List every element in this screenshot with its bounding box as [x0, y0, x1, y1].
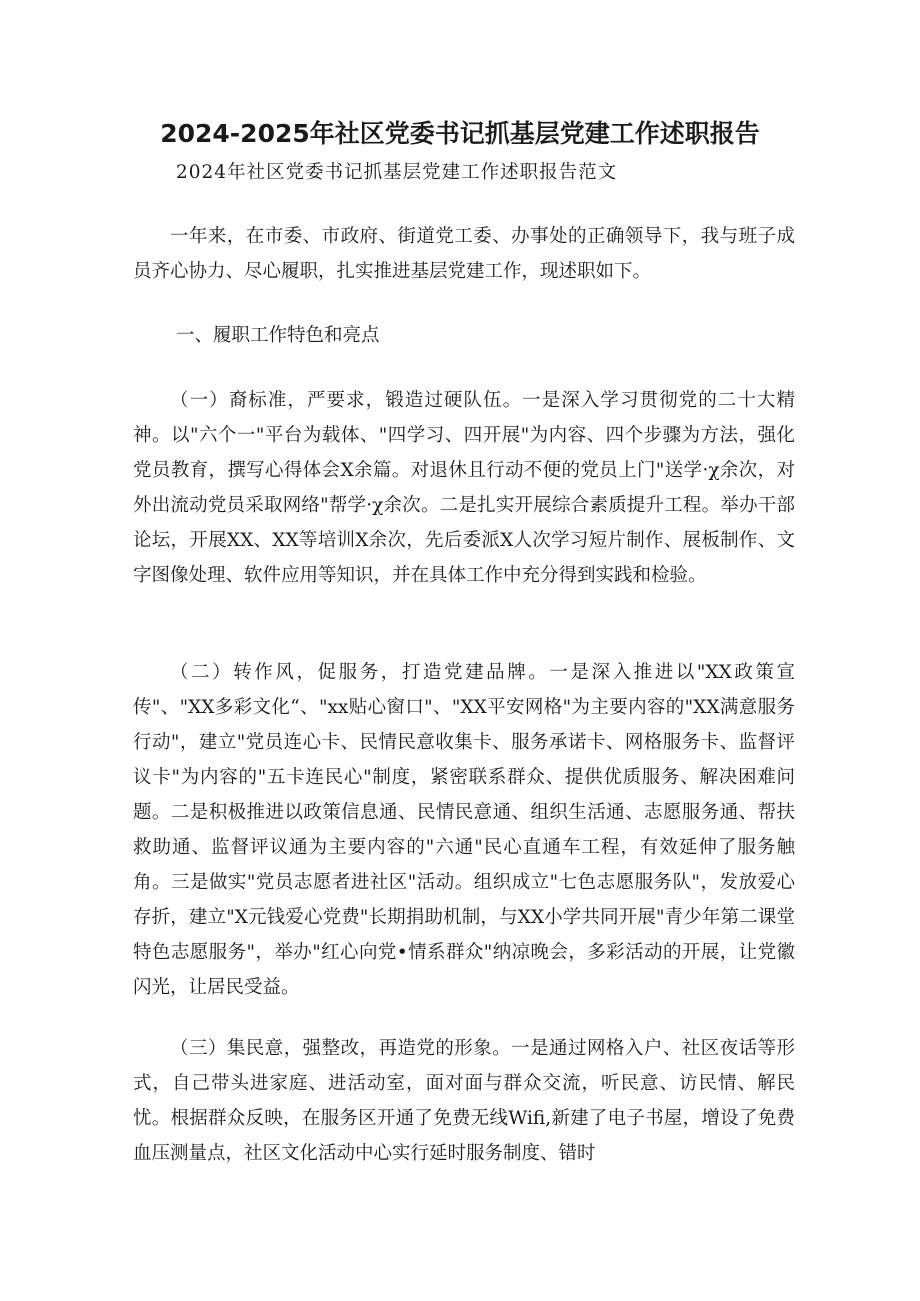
body-paragraph-3: （三）集民意，强整改，再造党的形象。一是通过网格入户、社区夜话等形式，自己带头进家庭、进活动室，面对面与群众交流，听民意、访民情、解民忧。根据群众反映，在服务区开通了免费无线Wifi,新建了电子书屋，增设了免费血压测量点，社区文化活动中心实行延时服务制度、错时	[133, 1038, 795, 1164]
body-paragraph-2: （二）转作风，促服务，打造党建品牌。一是深入推进以"XX政策宣传"、"XX多彩文化“、"xx贴心窗口"、"XX平安网格"为主要内容的"XX满意服务行动"，建立"党员连心卡、民情民意收集卡、服务承诺卡、网格服务卡、监督评议卡"为内容的"五卡连民心"制度，紧密联系群众、提供优质服务、解决困难问题。二是积极推进以政策信息通、民情民意通、组织生活通、志愿服务通、帮扶救助通、监督评议通为主要内容的"六通"民心直通车工程，有效延伸了服务触角。三是做实"党员志愿者进社区"活动。组织成立"七色志愿服务队"，发放爱心存折，建立"X元钱爱心党费"长期捐助机制，与XX小学共同开展"青少年第二课堂特色志愿服务"，举办"红心向党•情系群众"纳凉晚会，多彩活动的开展，让党徽闪光，让居民受益。	[133, 662, 795, 998]
document-title: 2024-2025年社区党委书记抓基层党建工作述职报告	[160, 119, 760, 148]
section-heading: 一、履职工作特色和亮点	[176, 325, 380, 346]
body-paragraph-1: （一）裔标准，严要求，锻造过硬队伍。一是深入学习贯彻党的二十大精神。以"六个一"平台为载体、"四学习、四开展"为内容、四个步骤为方法，强化党员教育，撰写心得体会X余篇。对退休且行动不便的党员上门"送学·χ余次，对外出流动党员采取网络"帮学·χ余次。二是扎实开展综合素质提升工程。举办干部论坛，开展XX、XX等培训X余次，先后委派X人次学习短片制作、展板制作、文字图像处理、软件应用等知识，并在具体工作中充分得到实践和检验。	[133, 390, 795, 586]
document-subtitle: 2024年社区党委书记抓基层党建工作述职报告范文	[176, 162, 618, 183]
intro-paragraph: 一年来，在市委、市政府、街道党工委、办事处的正确领导下，我与班子成员齐心协力、尽心履职，扎实推进基层党建工作，现述职如下。	[133, 226, 795, 282]
